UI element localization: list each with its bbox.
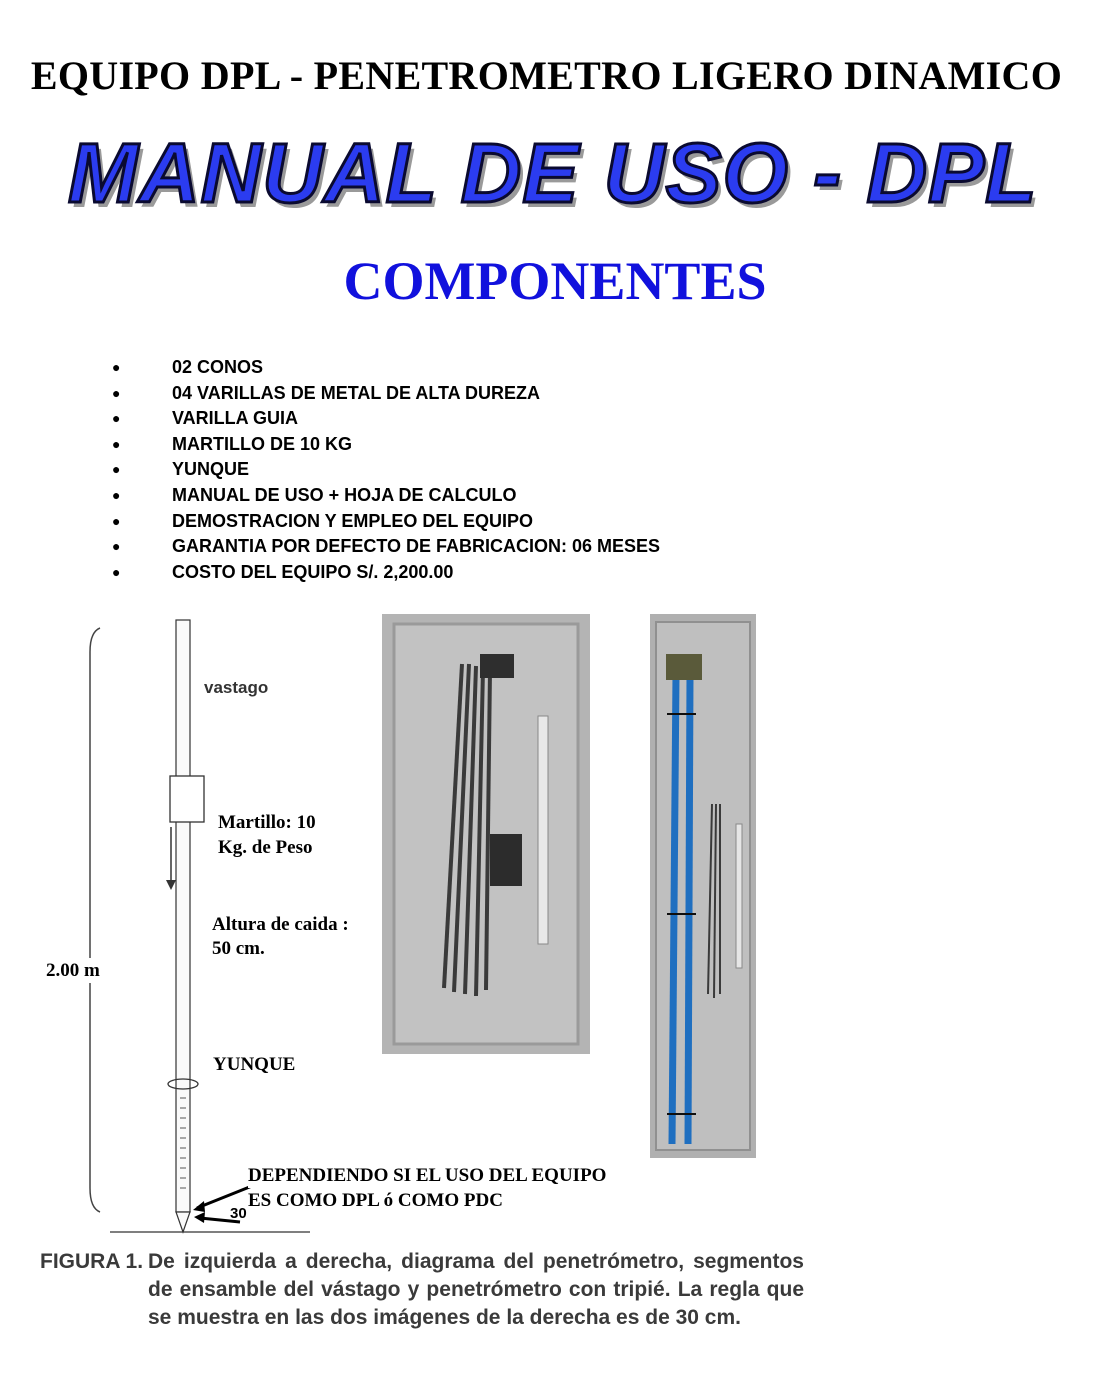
list-item <box>110 534 660 560</box>
penetrometer-tripod-photo <box>650 614 756 1158</box>
ruler <box>736 824 742 968</box>
manual-title: MANUAL DE USO - DPL <box>68 126 1038 220</box>
drop-height-label-line2: 50 cm. <box>212 938 265 959</box>
bullet-icon: ● <box>112 410 121 427</box>
section-heading: COMPONENTES <box>343 251 767 311</box>
pointer-arrowhead-upper <box>193 1201 205 1212</box>
figure-caption <box>40 1248 810 1332</box>
component-list <box>110 355 660 585</box>
hammer-label-line2: Kg. de Peso <box>218 837 313 858</box>
list-item <box>110 406 660 432</box>
pointer-arrowhead-lower <box>194 1212 205 1223</box>
list-item-text: COSTO DEL EQUIPO S/. 2,200.00 <box>172 561 454 582</box>
list-item-text: MARTILLO DE 10 KG <box>172 433 353 454</box>
list-item-text: DEMOSTRACION Y EMPLEO DEL EQUIPO <box>172 510 534 531</box>
list-item <box>110 457 660 483</box>
bullet-icon: ● <box>112 563 121 580</box>
anvil-piece <box>480 654 514 678</box>
drop-height-label-line1: Altura de caida : <box>212 914 349 935</box>
ruler <box>538 716 548 944</box>
bullet-icon: ● <box>112 359 121 375</box>
list-item-text: MANUAL DE USO + HOJA DE CALCULO <box>172 484 517 505</box>
bullet-icon: ● <box>112 461 121 478</box>
hammer-piece <box>490 834 522 886</box>
caption-text: De izquierda a derecha, diagrama del penetrómetro, segmentos de ensamble del vástago y penetrómetro con tripié. La regla que se muestra en las dos imágenes de la derecha es de 30 cm. <box>148 1250 804 1329</box>
bullet-icon: ● <box>112 512 121 529</box>
usage-note-line2: ES COMO DPL ó COMO PDC <box>248 1190 503 1211</box>
list-item <box>110 560 660 586</box>
list-item <box>110 381 660 407</box>
page-title: EQUIPO DPL - PENETROMETRO LIGERO DINAMICO <box>30 53 1063 98</box>
list-item <box>110 483 660 509</box>
bullet-icon: ● <box>112 435 121 452</box>
anvil-label: YUNQUE <box>213 1054 296 1075</box>
bullet-icon: ● <box>112 486 121 503</box>
bullet-icon: ● <box>112 384 121 401</box>
height-bracket <box>90 628 100 1212</box>
hammer-label-line1: Martillo: 10 <box>218 812 316 833</box>
drop-arrowhead <box>166 880 176 890</box>
tripod-head <box>666 654 702 680</box>
list-item <box>110 355 660 381</box>
caption-label: FIGURA 1. <box>40 1250 144 1273</box>
tip-label: 30 <box>230 1205 247 1222</box>
bullet-icon: ● <box>112 538 121 555</box>
list-item-text: 02 CONOS <box>172 357 264 377</box>
list-item-text: GARANTIA POR DEFECTO DE FABRICACION: 06 MESES <box>172 536 661 557</box>
list-item <box>110 432 660 458</box>
list-item-text: 04 VARILLAS DE METAL DE ALTA DUREZA <box>172 382 541 403</box>
rod <box>176 620 190 1212</box>
height-label: 2.00 m <box>46 960 100 981</box>
list-item-text: VARILLA GUIA <box>172 408 298 429</box>
cone-tip <box>176 1212 190 1232</box>
rod-label: vastago <box>204 678 269 697</box>
rod-segments-photo <box>382 614 590 1054</box>
list-item <box>110 509 660 535</box>
hammer <box>170 776 204 822</box>
usage-note-line1: DEPENDIENDO SI EL USO DEL EQUIPO <box>248 1163 620 1188</box>
list-item-text: YUNQUE <box>172 459 250 480</box>
